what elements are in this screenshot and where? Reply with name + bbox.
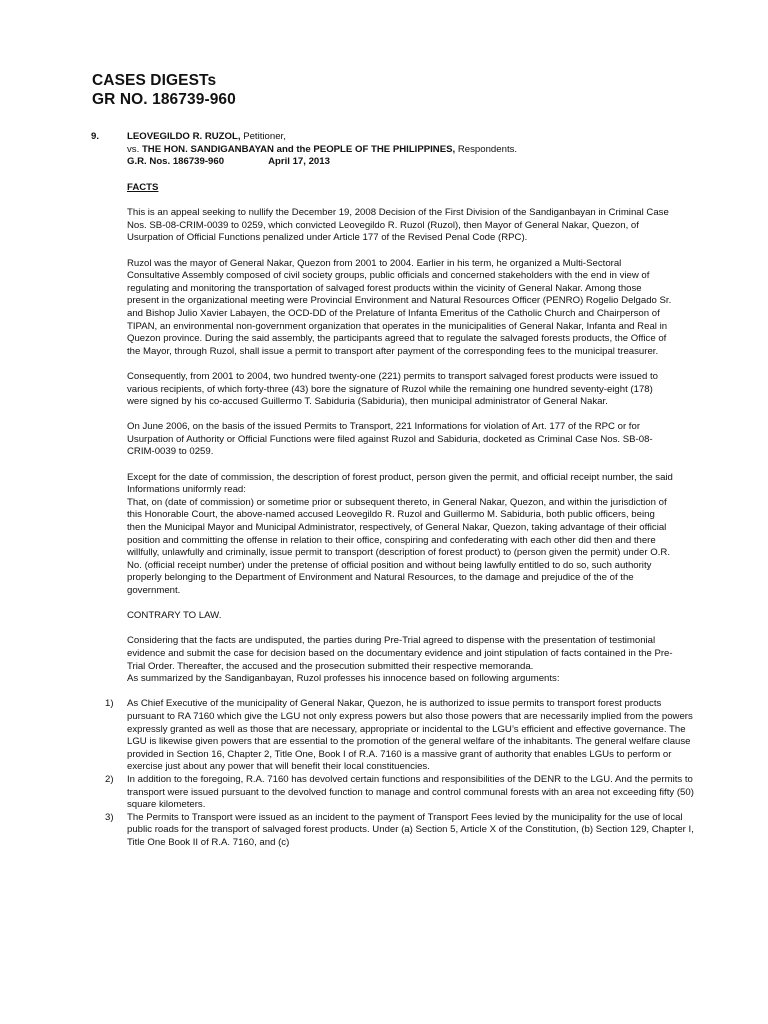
arguments-intro: As summarized by the Sandiganbayan, Ruzol professes his innocence based on following arguments: bbox=[127, 673, 560, 685]
facts-paragraph: This is an appeal seeking to nullify the December 19, 2008 Decision of the First Division of the Sandiganbayan in Criminal Case Nos. SB-08-CRIM-0039 to 0259, which convicted Leovegildo R. Ruzol (Ruzol), then Mayor of General Nakar, Quezon, of Usurpation of Official Functions penalized under Article 177 of the Revised Penal Code (RPC). bbox=[127, 207, 669, 244]
facts-paragraph: Consequently, from 2001 to 2004, two hundred twenty-one (221) permits to transport salvaged forest products were issued to various recipients, of which forty-three (43) bore the signature of Ruzol while the remaining one hundred seventy-eight (178) were signed by his co-accused Guillermo T. Sabiduria (Sabiduria), then municipal administrator of General Nakar. bbox=[127, 370, 658, 408]
list-item bbox=[105, 812, 697, 850]
case-number: 9. bbox=[91, 131, 100, 142]
respondents-role: Respondents. bbox=[455, 143, 518, 155]
contrary-to-law: CONTRARY TO LAW. bbox=[127, 610, 222, 622]
facts-paragraph: Ruzol was the mayor of General Nakar, Quezon from 2001 to 2004. Earlier in his term, he organized a Multi-Sectoral Consultative Assembly composed of civil society groups, public officials and concerned stakeholders with the end in view of regulating and monitoring the transportation of salvaged forest products within the vicinity of General Nakar. Among those present in the organizational meeting were Provincial Environment and Natural Resources Officer (PENRO) Rogelio Delgado Sr. and Bishop Julio Xavier Labayen, the OCD-DD of the Prelature of Infanta Emeritus of the Catholic Church and Chairperson of TIPAN, an environmental non-government organization that operates in the municipalities of General Nakar, Infanta and Real in Quezon province. During the said assembly, the participants agreed that to regulate the salvaged forests products, the Office of the Mayor, through Ruzol, shall issue a permit to transport after payment of the corresponding fees to the municipal treasurer. bbox=[127, 257, 672, 357]
list-item-text: In addition to the foregoing, R.A. 7160 has devolved certain functions and responsibilities of the DENR to the LGU. And the permits to transport were issued pursuant to the devolved function to manage and control communal forests with an area not exceeding fifty (50) square kilometers. bbox=[127, 773, 694, 811]
list-item-number: 2) bbox=[105, 773, 114, 785]
facts-paragraph: On June 2006, on the basis of the issued Permits to Transport, 221 Informations for violation of Art. 177 of the RPC or for Usurpation of Authority or Official Functions were filed against Ruzol and Sabiduria, docketed as Criminal Case Nos. SB-08-CRIM-0039 to 0259. bbox=[127, 421, 653, 458]
case-caption bbox=[127, 131, 687, 169]
respondents-line bbox=[127, 144, 687, 157]
decision-date: April 17, 2013 bbox=[268, 156, 330, 168]
facts-heading: FACTS bbox=[127, 182, 159, 193]
case-gr-line bbox=[127, 156, 687, 169]
petitioner-name: LEOVEGILDO R. RUZOL, bbox=[127, 131, 241, 142]
list-item-number: 1) bbox=[105, 698, 114, 710]
petitioner-line bbox=[127, 131, 687, 144]
list-item-text: The Permits to Transport were issued as an incident to the payment of Transport Fees levied by the municipality for the use of local public roads for the transport of salvaged forest products. Under (a) Section 5, Article X of the Constitution, (b) Section 129, Chapter I, Title One Book II of R.A. 7160, and (c) bbox=[127, 811, 694, 848]
respondents-names: THE HON. SANDIGANBAYAN and the PEOPLE OF THE PHILIPPINES, bbox=[141, 143, 456, 155]
document-body bbox=[105, 182, 694, 849]
list-item-number: 3) bbox=[105, 811, 114, 823]
list-item bbox=[105, 774, 697, 812]
arguments-list bbox=[105, 698, 694, 849]
list-item-text: As Chief Executive of the municipality of General Nakar, Quezon, he is authorized to issue permits to transport forest products pursuant to RA 7160 which give the LGU not only express powers but also those powers that are necessarily implied from the powers expressly granted as well as those that are necessary, appropriate or incidental to the LGU’s efficient and effective governance. The LGU is likewise given powers that are essential to the promotion of the general welfare of the inhabitants. The general welfare clause provided in Section 16, Chapter 2, Title One, Book I of R.A. 7160 is a massive grant of authority that enables LGUs to perform or exercise just about any power that will benefit their local constituencies. bbox=[127, 698, 693, 773]
pretrial-paragraph: Considering that the facts are undisputed, the parties during Pre-Trial agreed to dispense with the presentation of testimonial evidence and submit the case for decision based on the documentary evidence and joint stipulation of facts contained in the Pre-Trial Order. Thereafter, the accused and the prosecution submitted their respective memoranda. bbox=[127, 635, 673, 672]
gr-number: G.R. Nos. 186739-960 bbox=[127, 156, 225, 168]
document-subtitle: GR NO. 186739-960 bbox=[92, 91, 236, 108]
list-item bbox=[105, 698, 697, 774]
petitioner-role: Petitioner, bbox=[240, 131, 286, 142]
vs-prefix: vs. bbox=[127, 143, 142, 155]
document-title: CASES DIGESTs bbox=[92, 72, 217, 89]
informations-text: That, on (date of commission) or sometime prior or subsequent thereto, in General Nakar, Quezon, and within the jurisdiction of this Honorable Court, the above-named accused Leovegildo R. Ruzol and Guillermo M. Sabiduria, both public officers, being then the Municipal Mayor and Municipal Administrator, respectively, of General Nakar, Quezon, taking advantage of their official position and committing the offense in relation to their office, conspiring and confederating with each other did then and there willfully, unlawfully and criminally, issue permit to transport (description of forest product) to (person given the permit) under O.R. No. (official receipt number) under the pretense of official position and without being lawfully entitled to do so, such authority properly belonging to the Department of Environment and Natural Resources, to the damage and prejudice of the of the government. bbox=[127, 496, 670, 596]
informations-intro: Except for the date of commission, the description of forest product, person given the permit, and official receipt number, the said Informations uniformly read: bbox=[127, 471, 673, 496]
